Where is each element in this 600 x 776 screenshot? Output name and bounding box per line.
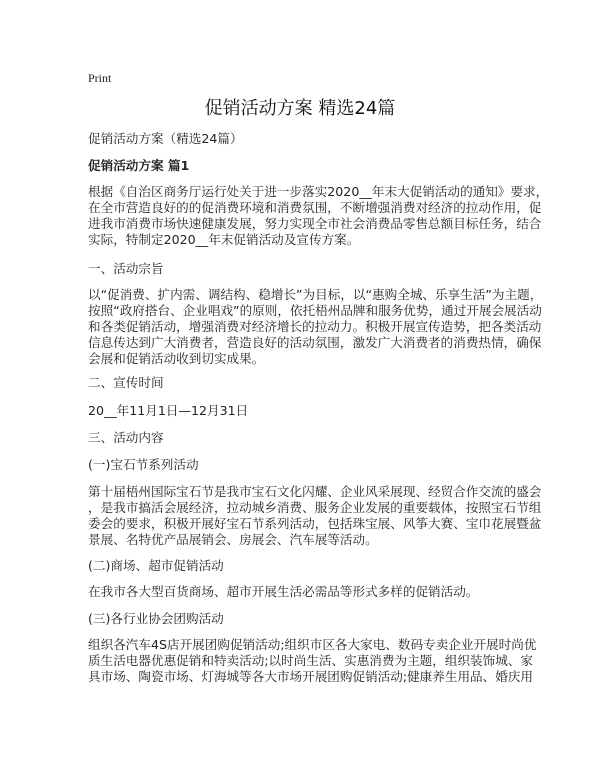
- paragraph-3: [88, 484, 542, 548]
- subheading-group-buying: (三)各行业协会团购活动: [88, 611, 224, 626]
- text-line: 会展和促销活动收到切实成果。: [88, 351, 265, 366]
- text-line: 委会的要求，积极开展好宝石节系列活动，包括珠宝展、风筝大赛、宝巾花展暨盆: [88, 516, 542, 531]
- page-title: 促销活动方案 精选24篇: [204, 98, 396, 119]
- paragraph-1: [88, 184, 549, 248]
- paragraph-2: [88, 287, 543, 367]
- text-line: 根据《自治区商务厅运行处关于进一步落实2020__年末大促销活动的通知》要求，: [88, 184, 549, 199]
- text-line: 信息传达到广大消费者，营造良好的活动氛围，激发广大消费者的消费热情，确保: [88, 335, 542, 350]
- text-line: 以“促消费、扩内需、调结构、稳增长”为目标，以“惠购全城、乐享生活”为主题，: [88, 287, 543, 302]
- paragraph-4: 在我市各大型百货商场、超市开展生活必需品等形式多样的促销活动。: [88, 584, 479, 599]
- text-line: 具市场、陶瓷市场、灯海城等各大市场开展团购促销活动;健康养生用品、婚庆用: [88, 669, 534, 684]
- heading-purpose: 一、活动宗旨: [88, 261, 164, 276]
- subheading-gem-festival: (一)宝石节系列活动: [88, 457, 199, 472]
- section-heading: 促销活动方案 篇1: [88, 158, 190, 173]
- text-line: 在全市营造良好的的促消费环境和消费氛围，不断增强消费对经济的拉动作用，促: [88, 200, 542, 215]
- text-line: 实际，特制定2020__年末促销活动及宣传方案。: [88, 232, 360, 247]
- paragraph-5: [88, 637, 537, 685]
- text-line: 进我市消费市场快速健康发展，努力实现全市社会消费品零售总额目标任务，结合: [88, 216, 542, 231]
- text-line: 第十届梧州国际宝石节是我市宝石文化闪耀、企业风采展现、经贸合作交流的盛会: [88, 484, 542, 499]
- text-line: 和各类促销活动，增强消费对经济增长的拉动力。积极开展宣传造势，把各类活动: [88, 319, 542, 334]
- text-line: 景展、名特优产品展销会、房展会、汽车展等活动。: [88, 532, 378, 547]
- text-line: ，是我市搞活会展经济，拉动城乡消费、服务企业发展的重要载体，按照宝石节组: [88, 500, 542, 515]
- heading-content: 三、活动内容: [88, 430, 164, 445]
- text-line: 组织各汽车4S店开展团购促销活动;组织市区各大家电、数码专卖企业开展时尚优: [88, 637, 537, 652]
- heading-time: 二、宣传时间: [88, 375, 164, 390]
- subtitle: 促销活动方案（精选24篇）: [88, 131, 243, 146]
- print-label: Print: [88, 71, 112, 85]
- date-range: 20__年11月1日—12月31日: [88, 403, 249, 418]
- subheading-malls: (二)商场、超市促销活动: [88, 558, 224, 573]
- text-line: 按照“政府搭台、企业唱戏”的原则，依托梧州品牌和服务优势，通过开展会展活动: [88, 303, 542, 318]
- text-line: 质生活电器优惠促销和特卖活动;以时尚生活、实惠消费为主题，组织装饰城、家: [88, 653, 534, 668]
